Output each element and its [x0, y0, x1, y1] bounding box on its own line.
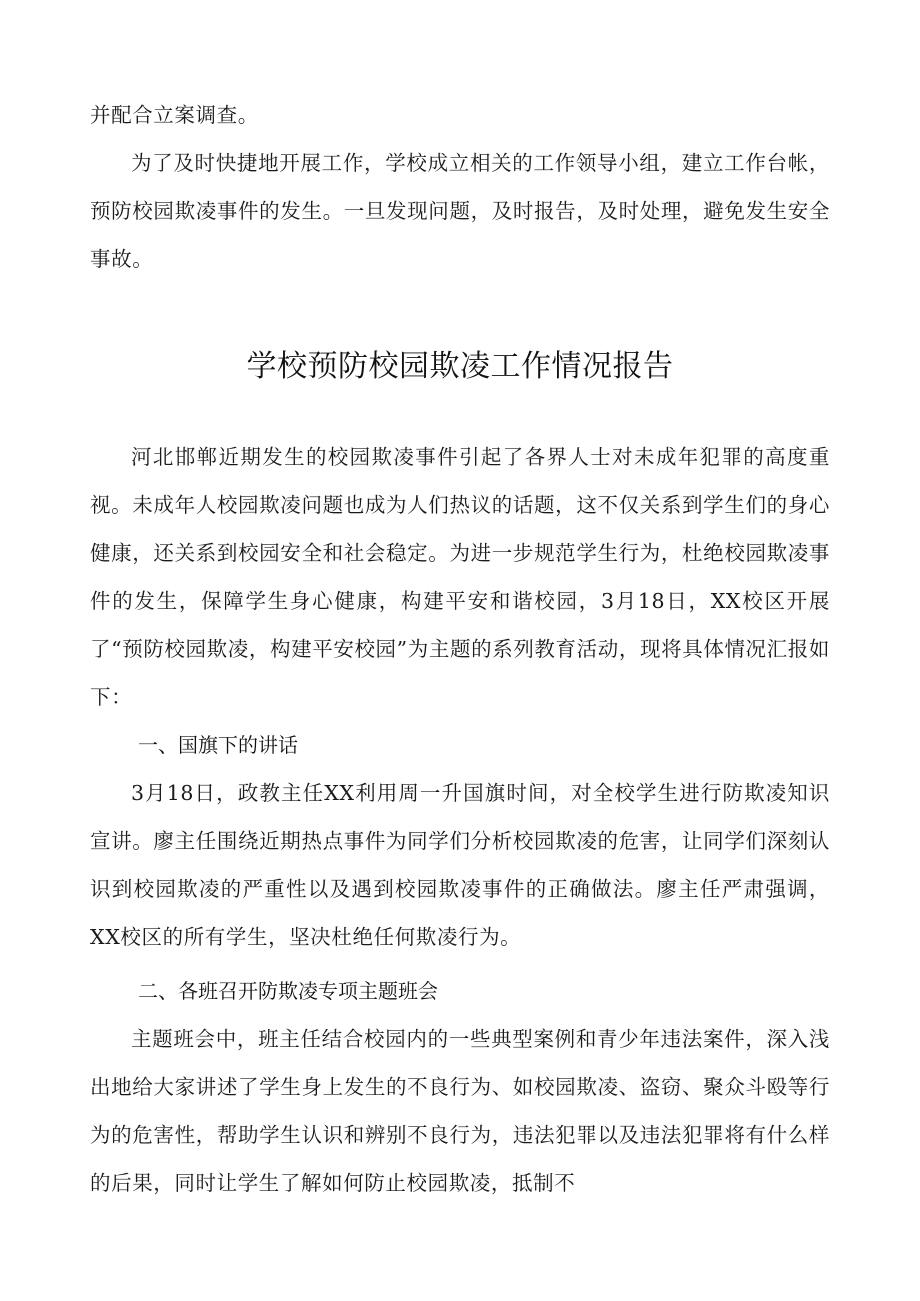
- document-page: [90, 91, 830, 1207]
- intro-paragraph: 河北邯郸近期发生的校园欺凌事件引起了各界人士对未成年犯罪的高度重视。未成年人校园欺凌问题也成为人们热议的话题，这不仅关系到学生们的身心健康，还关系到校园安全和社会稳定。为进一步规范学生行为，杜绝校园欺凌事件的发生，保障学生身心健康，构建平安和谐校园，3月18日，XX校区开展了“预防校园欺凌，构建平安校园”为主题的系列教育活动，现将具体情况汇报如下：: [90, 445, 830, 709]
- continuation-paragraph-1: 并配合立案调查。: [90, 103, 259, 127]
- continuation-paragraph-2: 为了及时快捷地开展工作，学校成立相关的工作领导小组，建立工作台帐，预防校园欺凌事件的发生。一旦发现问题，及时报告，及时处理，避免发生安全事故。: [90, 151, 830, 271]
- section-heading-2: 二、各班召开防欺凌专项主题班会: [138, 979, 438, 1003]
- section-body-1: 3月18日，政教主任XX利用周一升国旗时间，对全校学生进行防欺凌知识宣讲。廖主任围绕近期热点事件为同学们分析校园欺凌的危害，让同学们深刻认识到校园欺凌的严重性以及遇到校园欺凌事件的正确做法。廖主任严肃强调，XX校区的所有学生，坚决杜绝任何欺凌行为。: [90, 781, 830, 949]
- report-title: 学校预防校园欺凌工作情况报告: [246, 349, 674, 384]
- section-body-2: 主题班会中，班主任结合校园内的一些典型案例和青少年违法案件，深入浅出地给大家讲述了学生身上发生的不良行为、如校园欺凌、盗窃、聚众斗殴等行为的危害性，帮助学生认识和辨别不良行为，违法犯罪以及违法犯罪将有什么样的后果，同时让学生了解如何防止校园欺凌，抵制不: [90, 1027, 830, 1195]
- section-heading-1: 一、国旗下的讲话: [138, 733, 298, 757]
